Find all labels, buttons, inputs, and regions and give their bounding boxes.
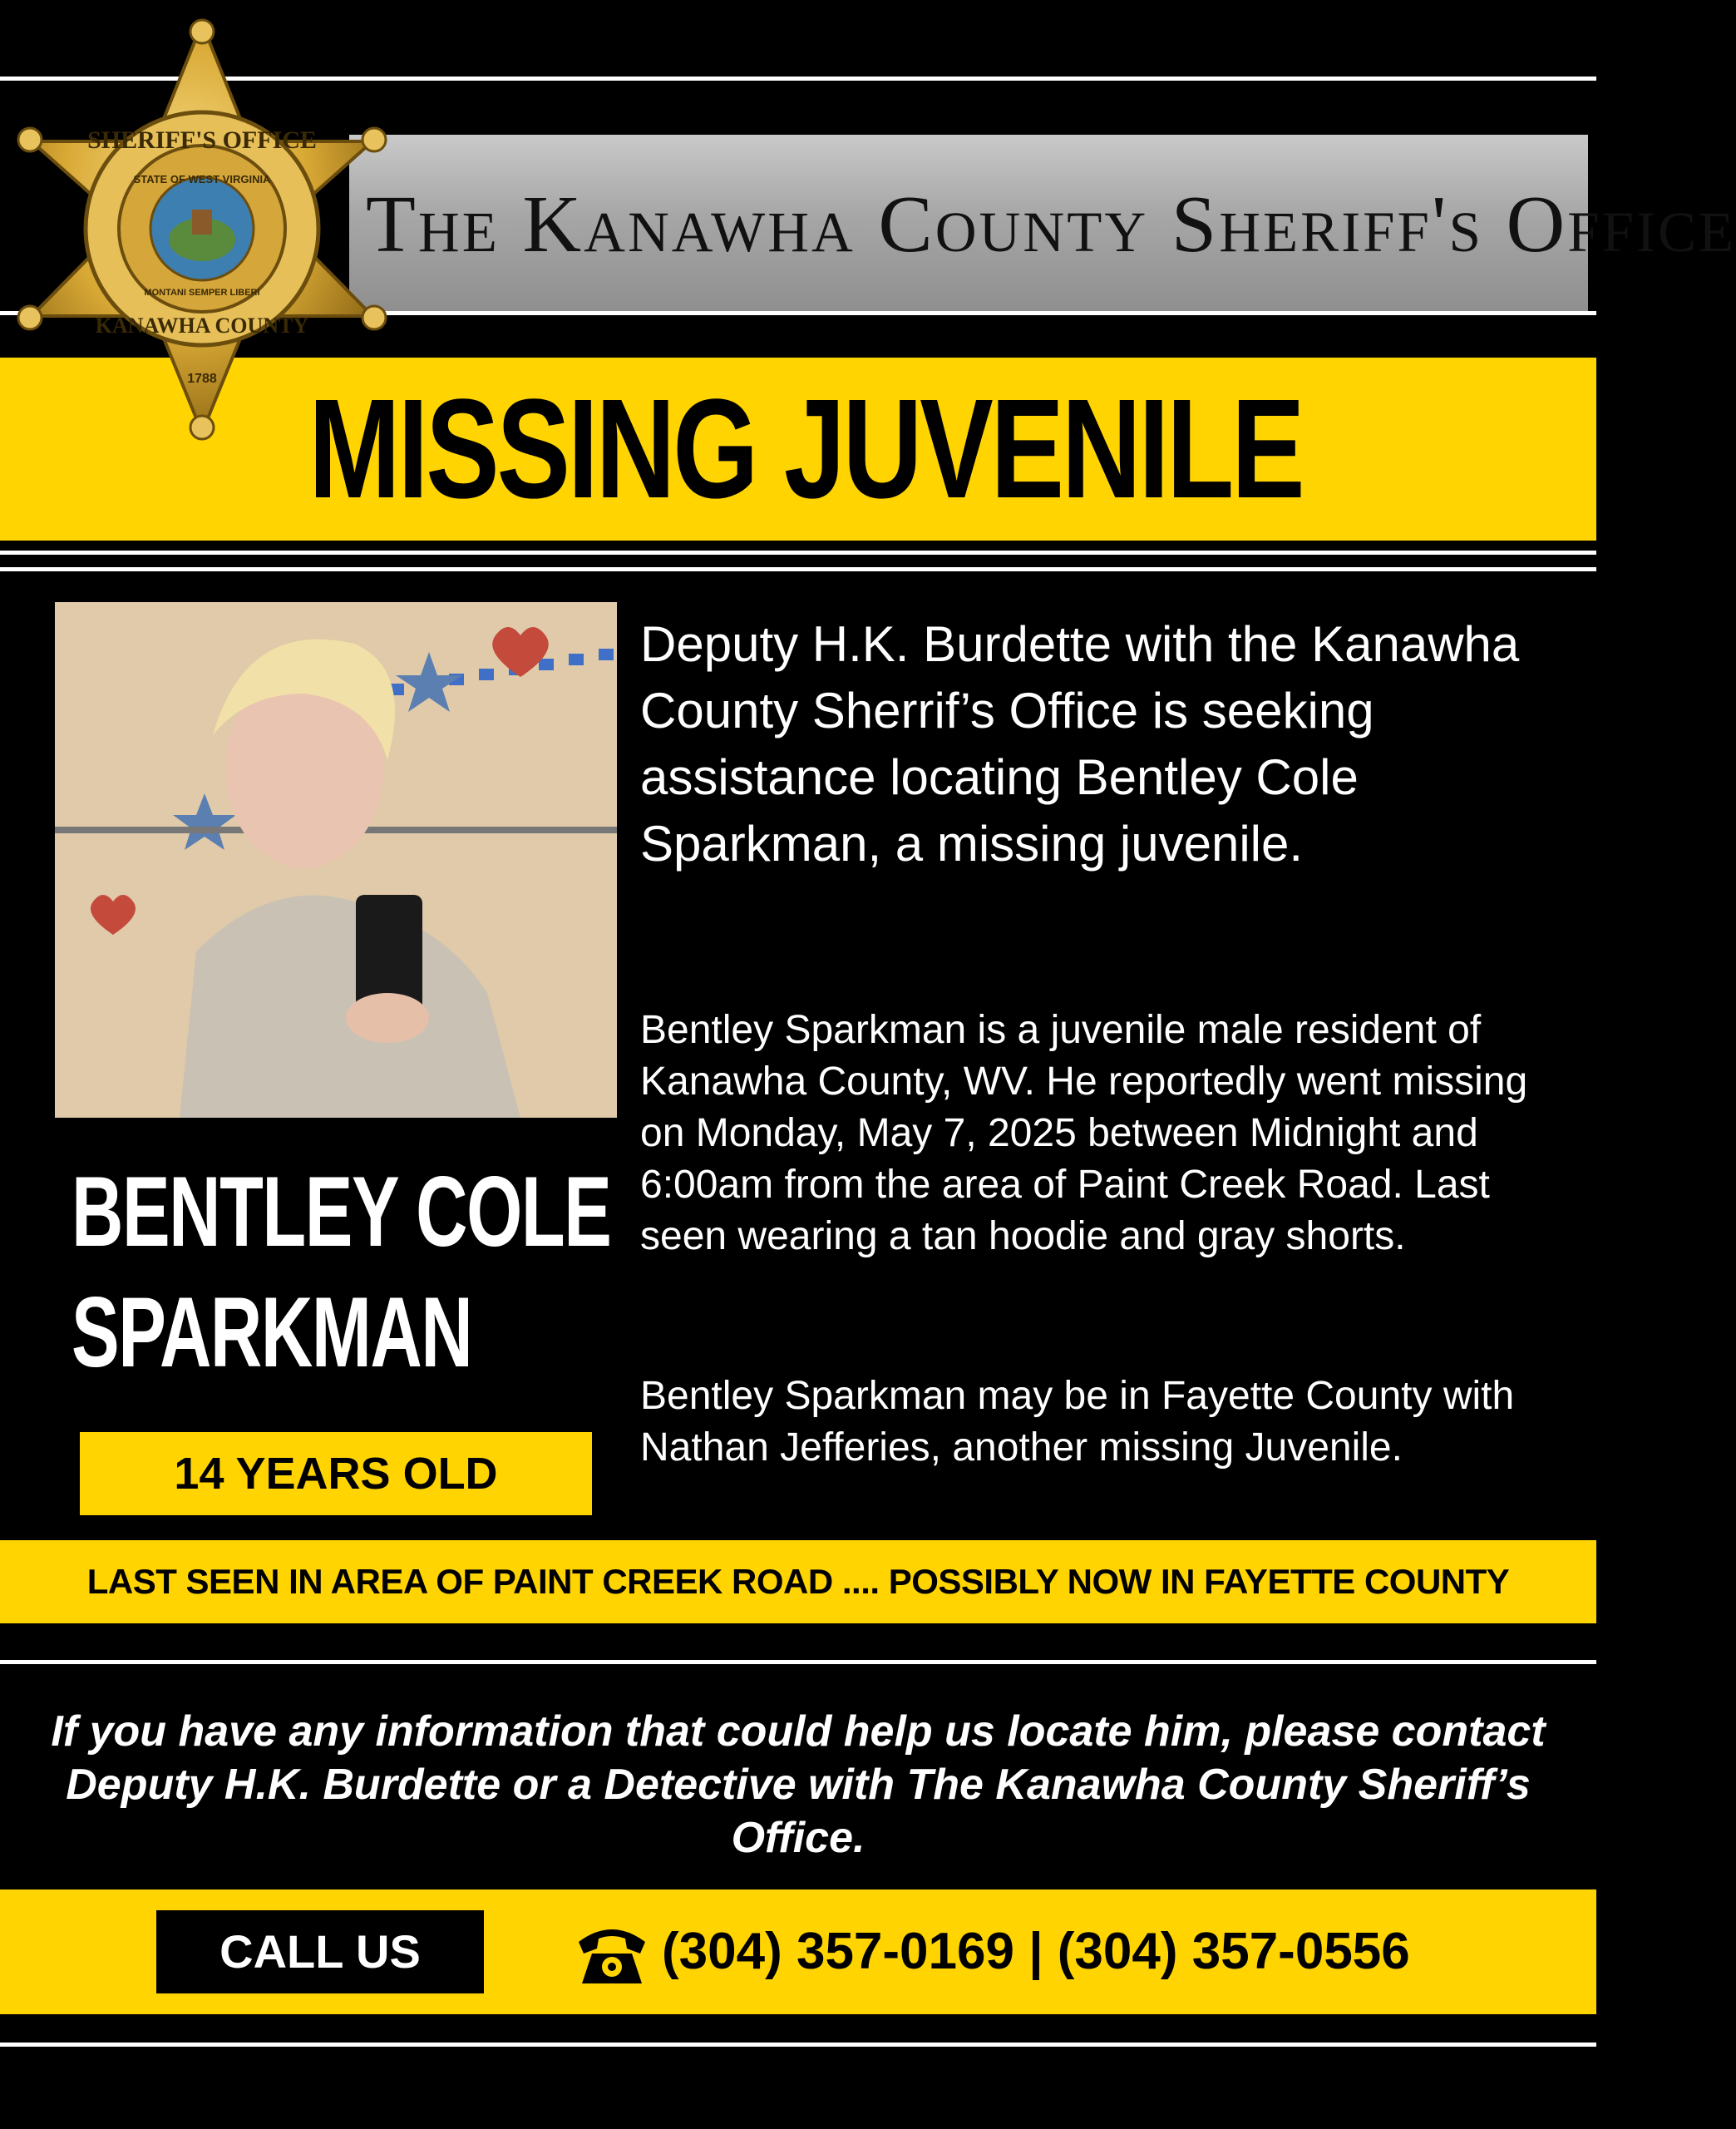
divider-line [0,567,1596,571]
badge-top-text: SHERIFF'S OFFICE [87,126,317,154]
person-name-line2: SPARKMAN [72,1277,472,1388]
divider-line [0,551,1596,555]
person-name [72,1152,611,1393]
missing-person-photo [55,602,617,1118]
phone-numbers-text: (304) 357-0169 | (304) 357-0556 [662,1923,1410,1980]
badge-year: 1788 [187,372,217,386]
org-title: The Kanawha County Sheriff's Office [366,180,1736,269]
page-title: MISSING JUVENILE [308,370,1303,528]
last-seen-text: LAST SEEN IN AREA OF PAINT CREEK ROAD .... POSSIBLY NOW IN FAYETTE COUNTY [86,1562,1510,1601]
age-badge: 14 YEARS OLD [80,1432,592,1515]
phone-numbers[interactable] [574,1910,1555,1993]
details-paragraph: Bentley Sparkman is a juvenile male resident of Kanawha County, WV. He reportedly went missing on Monday, May 7, 2025 between Midnight and 6:00am from the area of Paint Creek Road. Last seen wearing a tan hoodie and gray shorts. [640,1008,1528,1258]
divider-line [0,2043,1596,2047]
contact-text: If you have any information that could help us locate him, please contact Deputy H.K. Burdette or a Detective with The Kanawha County Sheriff’s Office. [51,1707,1546,1862]
badge-inner-text: STATE OF WEST VIRGINIA [133,173,271,185]
divider-line [0,1660,1596,1664]
person-name-line1: BENTLEY COLE [72,1156,611,1267]
badge-bottom-text: KANAWHA COUNTY [95,314,309,338]
call-us-button[interactable]: CALL US [156,1910,484,1993]
lead-paragraph: Deputy H.K. Burdette with the Kanawha County Sherrif’s Office is seeking assistance locating Bentley Cole Sparkman, a missing juvenile. [640,616,1520,872]
sheriff-badge-logo [15,17,389,449]
badge-motto: MONTANI SEMPER LIBERI [144,288,260,298]
telephone-icon [574,1917,650,1987]
fayette-paragraph: Bentley Sparkman may be in Fayette County with Nathan Jefferies, another missing Juvenile. [640,1374,1515,1470]
